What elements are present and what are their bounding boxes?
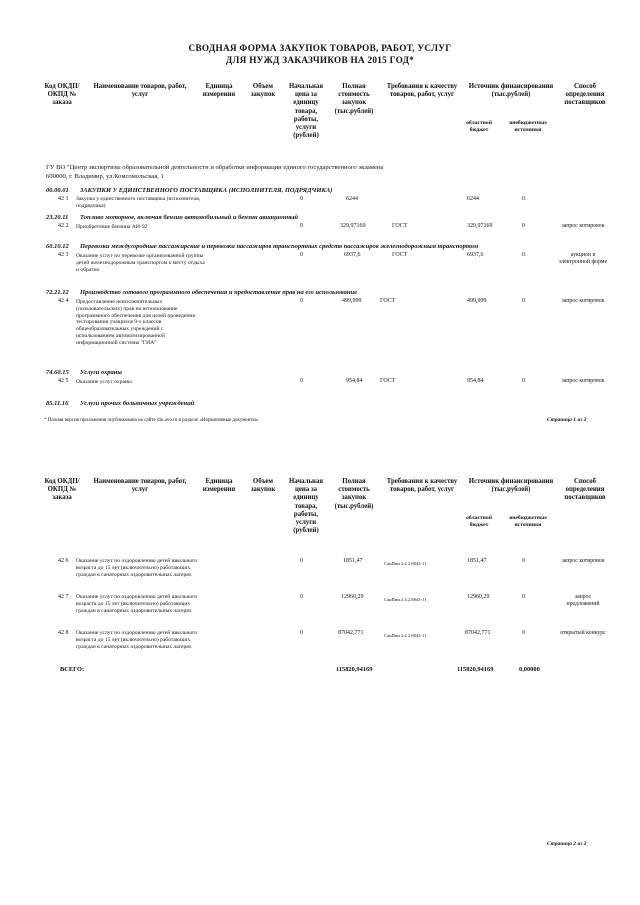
section-code: 60.10.12 bbox=[46, 243, 69, 250]
row-description: Оказание услуг по оздоровлению детей школьного возраста до 15 лет (включительно) работающих граждан в санаторных оздоровительных лагерях bbox=[76, 594, 198, 614]
header-price: Начальная цена за единицу товара, работы, услуги (рублей) bbox=[288, 478, 324, 535]
row-method: аукцион в электронной форме bbox=[558, 252, 608, 265]
document-title-line1: СВОДНАЯ ФОРМА ЗАКУПОК ТОВАРОВ, РАБОТ, УСЛУГ bbox=[188, 43, 452, 53]
row-quality: ГОСТ bbox=[392, 252, 408, 258]
row-cost: 499,999 bbox=[342, 298, 362, 304]
header-name: Наименование товаров, работ, услуг bbox=[93, 83, 187, 99]
header-unit: Единица измерения bbox=[202, 83, 236, 99]
section-code: 85.11.16 bbox=[46, 400, 69, 407]
header-source: Источник финансирования (тыс.рублей) bbox=[468, 83, 554, 99]
row-extra: 0 bbox=[522, 594, 525, 600]
row-quality: ГОСТ bbox=[380, 378, 396, 384]
section-title: Топливо моторное, включая бензин автомобильный и бензин авиационный bbox=[80, 214, 299, 221]
section-title: Производство готового программного обеспечения и предоставление прав на его использование bbox=[80, 289, 357, 296]
section-code: 23.20.11 bbox=[46, 214, 69, 221]
row-quality: СанПин 2.4.2.8843-11 bbox=[384, 633, 427, 638]
row-method: запрос котировок bbox=[561, 223, 605, 229]
row-price: 0 bbox=[300, 298, 303, 304]
row-regional: 1851,47 bbox=[467, 558, 487, 564]
row-quality: ГОСТ bbox=[380, 298, 396, 304]
organization-name: ГУ ВО "Центр экспертизы образовательной деятельности и обработки информации единого государственного экзамена bbox=[46, 164, 384, 171]
page-number-1: Страница 1 из 2 bbox=[547, 417, 587, 423]
row-number: 42 1 bbox=[58, 196, 69, 202]
header-method: Способ определения поставщиков bbox=[564, 478, 606, 502]
row-cost: 12960,29 bbox=[341, 594, 364, 600]
section-code: 00.00.01 bbox=[46, 187, 69, 194]
header-price: Начальная цена за единицу товара, работы, услуги (рублей) bbox=[288, 83, 324, 140]
header-source-extra: внебюджетные источники bbox=[509, 120, 547, 133]
row-number: 42 7 bbox=[58, 594, 69, 600]
row-extra: 0 bbox=[522, 196, 525, 202]
header-name: Наименование товаров, работ, услуг bbox=[93, 478, 187, 494]
header-cost: Полная стоимость закупок (тыс.рублей) bbox=[334, 478, 374, 510]
row-method: запрос котировок bbox=[561, 378, 605, 384]
row-description: Оказание услуг по перевозке организованной группы детей железнодорожным транспортом к месту отдыха и обратно bbox=[76, 253, 205, 273]
row-extra: 0 bbox=[522, 378, 525, 384]
section-title: Услуги прочих больничных учреждений bbox=[80, 400, 195, 407]
header-source: Источник финансирования (тыс.рублей) bbox=[468, 478, 554, 494]
section-title: Услуги охраны bbox=[80, 369, 122, 376]
row-regional: 329,97169 bbox=[467, 223, 493, 229]
row-description: Оказание услуг по оздоровлению детей школьного возраста до 15 лет (включительно) работающих граждан в санаторных оздоровительных лагерях bbox=[76, 630, 198, 650]
row-description: Приобретение бензина АИ-92 bbox=[76, 224, 148, 230]
row-price: 0 bbox=[300, 252, 303, 258]
header-quality: Требования к качеству товаров, работ, услуг bbox=[386, 478, 458, 494]
row-cost: 6244 bbox=[346, 196, 358, 202]
row-method: открытый конкурс bbox=[560, 630, 606, 636]
header-unit: Единица измерения bbox=[202, 478, 236, 494]
totals-cost: 115820,94169 bbox=[336, 666, 373, 673]
header-code: Код ОКДП/ ОКПД № заказа bbox=[44, 478, 80, 502]
row-description: Предоставление неисключительных (пользовательских) прав на использование программного обеспечения для целей проведения тестирования учащихся 9-х классов общеобразовательных учреждений с использованием автоматизированной информационной системы "ГИА" bbox=[76, 299, 195, 346]
header-method: Способ определения поставщиков bbox=[564, 83, 606, 107]
totals-regional: 115820,94169 bbox=[457, 666, 494, 673]
row-cost: 1851,47 bbox=[343, 558, 363, 564]
footnote: * Полная версия приложения опубликована на сайте dio.avo.ru в разделе «Нормативные документы» bbox=[44, 418, 259, 423]
header-source-extra: внебюджетные источники bbox=[509, 515, 547, 528]
row-number: 42 4 bbox=[58, 298, 69, 304]
header-cost: Полная стоимость закупок (тыс.рублей) bbox=[334, 83, 374, 115]
row-description: Оказание услуг охраны bbox=[76, 379, 132, 385]
row-regional: 12960,29 bbox=[467, 594, 490, 600]
row-price: 0 bbox=[300, 378, 303, 384]
row-price: 0 bbox=[300, 630, 303, 636]
row-regional: 87042,771 bbox=[465, 630, 491, 636]
row-number: 42 3 bbox=[58, 252, 69, 258]
totals-extra: 0,00000 bbox=[519, 666, 540, 673]
row-regional: 499,999 bbox=[467, 298, 487, 304]
header-source-regional: областной бюджет bbox=[466, 515, 492, 528]
row-cost: 329,97169 bbox=[340, 223, 366, 229]
header-volume: Объем закупок bbox=[250, 478, 276, 494]
row-price: 0 bbox=[300, 223, 303, 229]
row-extra: 0 bbox=[522, 252, 525, 258]
totals-label: ВСЕГО: bbox=[60, 666, 85, 673]
section-code: 72.21.12 bbox=[46, 289, 69, 296]
header-source-regional: областной бюджет bbox=[466, 120, 492, 133]
row-number: 42 5 bbox=[58, 378, 69, 384]
row-quality: СанПин 2.4.2.8843-11 bbox=[384, 561, 427, 566]
header-volume: Объем закупок bbox=[250, 83, 276, 99]
document-title-line2: ДЛЯ НУЖД ЗАКАЗЧИКОВ НА 2015 ГОД* bbox=[225, 55, 415, 65]
row-number: 42 2 bbox=[58, 223, 69, 229]
row-number: 42 8 bbox=[58, 630, 69, 636]
row-extra: 0 bbox=[522, 558, 525, 564]
page-number-2: Страница 2 из 2 bbox=[547, 841, 587, 847]
row-regional: 6937,6 bbox=[467, 252, 484, 258]
section-title: ЗАКУПКИ У ЕДИНСТВЕННОГО ПОСТАВЩИКА (ИСПОЛНИТЕЛЯ, ПОДРЯДЧИКА) bbox=[80, 187, 333, 194]
row-regional: 954,84 bbox=[467, 378, 484, 384]
row-quality: СанПин 2.4.2.8843-11 bbox=[384, 597, 427, 602]
section-code: 74.60.15 bbox=[46, 369, 69, 376]
row-quality: ГОСТ bbox=[392, 223, 408, 229]
row-number: 42 6 bbox=[58, 558, 69, 564]
row-method: запрос котировок bbox=[561, 298, 605, 304]
organization-address: 600000, г. Владимир, ул.Комсомольская, 1 bbox=[46, 173, 164, 180]
row-cost: 6937,6 bbox=[344, 252, 361, 258]
row-extra: 0 bbox=[522, 223, 525, 229]
row-extra: 0 bbox=[522, 298, 525, 304]
row-method: запрос предложений bbox=[566, 594, 600, 607]
row-price: 0 bbox=[300, 594, 303, 600]
header-code: Код ОКДП/ ОКПД № заказа bbox=[44, 83, 80, 107]
row-description: Закупка у единственного поставщика (исполнителя, подрядчика) bbox=[76, 196, 201, 209]
row-cost: 954,84 bbox=[346, 378, 363, 384]
row-method: запрос котировок bbox=[561, 558, 605, 564]
row-cost: 87042,771 bbox=[338, 630, 364, 636]
row-extra: 0 bbox=[522, 630, 525, 636]
row-price: 0 bbox=[300, 558, 303, 564]
row-regional: 6244 bbox=[467, 196, 479, 202]
header-quality: Требования к качеству товаров, работ, услуг bbox=[386, 83, 458, 99]
section-title: Перевозки междугородные пассажирские и перевозки пассажиров транспортных средств пассажиров железнодорожным транспортом bbox=[80, 243, 479, 250]
row-description: Оказание услуг по оздоровлению детей школьного возраста до 15 лет (включительно) работающих граждан в санаторных оздоровительных лагерях bbox=[76, 558, 198, 578]
row-price: 0 bbox=[300, 196, 303, 202]
